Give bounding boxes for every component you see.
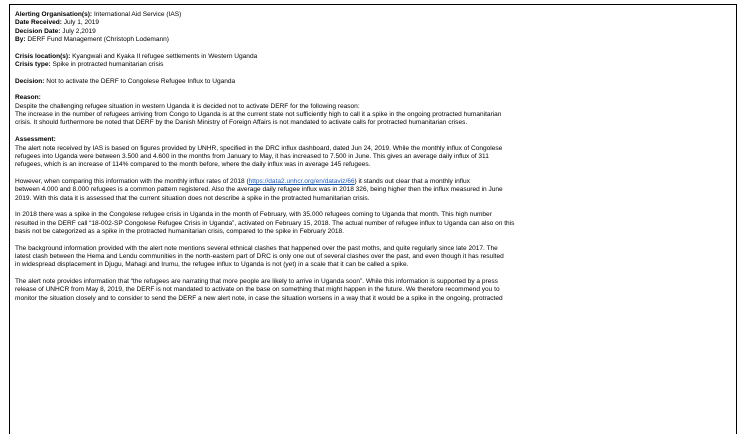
crisis-type: Crisis type: Spike in protracted humanitarian crisis: [15, 61, 164, 69]
decision-date: Decision Date: July 2,2019: [15, 27, 96, 35]
alerting-organisation: Alerting Organisation(s): International Aid Service (IAS): [15, 11, 182, 18]
reason-heading: Reason:: [15, 94, 41, 102]
crisis-location: Crisis location(s): Kyangwali and Kyaka II refugee settlements in Western Uganda: [15, 52, 258, 60]
assessment-p1-line: refugees into Uganda were between 3.500 and 4.600 in the months from January to May, it has increased to 7.500 in June. This gives an average daily influx of 311: [15, 152, 489, 160]
decided-by: By: DERF Fund Management (Christoph Lodemann): [15, 36, 169, 44]
decision: Decision: Not to activate the DERF to Congolese Refugee Influx to Uganda: [15, 77, 236, 85]
assessment-p4-line: The background information provided with the alert note mentions several ethnical clashes that happened over the past moths, and quite regularly since late 2017. The: [15, 244, 498, 252]
reason-line: The increase in the number of refugees arriving from Congo to Uganda is at the current state not sufficiently high to call it a spike in the ongoing protracted humanitarian: [15, 111, 502, 119]
assessment-p3-line: basis not be categorized as a spike in the protracted humanitarian crisis, compared to the spike in February 2018.: [15, 227, 344, 235]
assessment-p5-line: release of UNHCR from May 8, 2019, the DERF is not mandated to activate on the base on something that might happen in the future. We therefore recommend you to: [15, 286, 500, 294]
date-received: Date Received: July 1, 2019: [15, 19, 100, 27]
assessment-p1-line: The alert note received by IAS is based on figures provided by UNHR, specified in the DRC influx dashboard, dated Jun 24, 2019. While the monthly influx of Congolese: [15, 144, 503, 152]
reason-line: Despite the challenging refugee situation in western Uganda it is decided not to activate DERF for the following reason:: [15, 102, 360, 110]
decision-document: [15, 11, 730, 303]
assessment-p3-line: In 2018 there was a spike in the Congolese refugee crisis in Uganda in the month of February, with 35.000 refugees coming to Uganda that month. This high number: [15, 211, 492, 219]
assessment-p1-line: refugees, which is an increase of 114% compared to the month before, where the daily influx was in average 145 refugees.: [15, 161, 371, 169]
assessment-p5-line: The alert note provides information that “the refugees are narrating that more people are likely to arrive in Uganda soon”. While this information is supported by a press: [15, 278, 498, 285]
assessment-p2-line: between 4.000 and 8.000 refugees is a common pattern registered. Also the average daily refugee influx was in 2018 326, being higher then the influx measured in June: [15, 186, 503, 194]
assessment-heading: Assessment:: [15, 136, 56, 144]
assessment-p2-line: However, when comparing this information with the monthly influx rates of 2018 (https://data2.unhcr.org/en/dataviz/66) it stands out clear that a monthly influx: [15, 177, 470, 185]
assessment-p4-line: latest clash between the Hema and Lendu communities in the north-eastern part of DRC is only one out of several clashes over the past, and even though it has resulted: [15, 252, 504, 260]
unhcr-dataviz-link[interactable]: https://data2.unhcr.org/en/dataviz/66: [248, 177, 355, 185]
assessment-p3-line: resulted in the DERF call “18-002-SP Congolese Refugee Crisis in Uganda”, activated on February 15, 2018. The actual number of refugee influx to Uganda can also on this: [15, 219, 515, 227]
assessment-p5-line: monitor the situation closely and to consider to send the DERF a new alert note, in case the situation worsens in a way that it would be a spike in the ongoing, protracted: [15, 294, 503, 302]
reason-line: crisis. It should furthermore be noted that DERF by the Danish Ministry of Foreign Affairs is not mandated to activate calls for protracted humanitarian crises.: [15, 119, 468, 127]
assessment-p4-line: in widespread displacement in Djugu, Mahagi and Irumu, the refugee influx to Uganda is not (yet) in a scale that it can be called a spike.: [15, 261, 409, 269]
assessment-p2-line: 2019. With this data it is assessed that the current situation does not describe a spike in the protracted humanitarian crisis.: [15, 194, 370, 202]
